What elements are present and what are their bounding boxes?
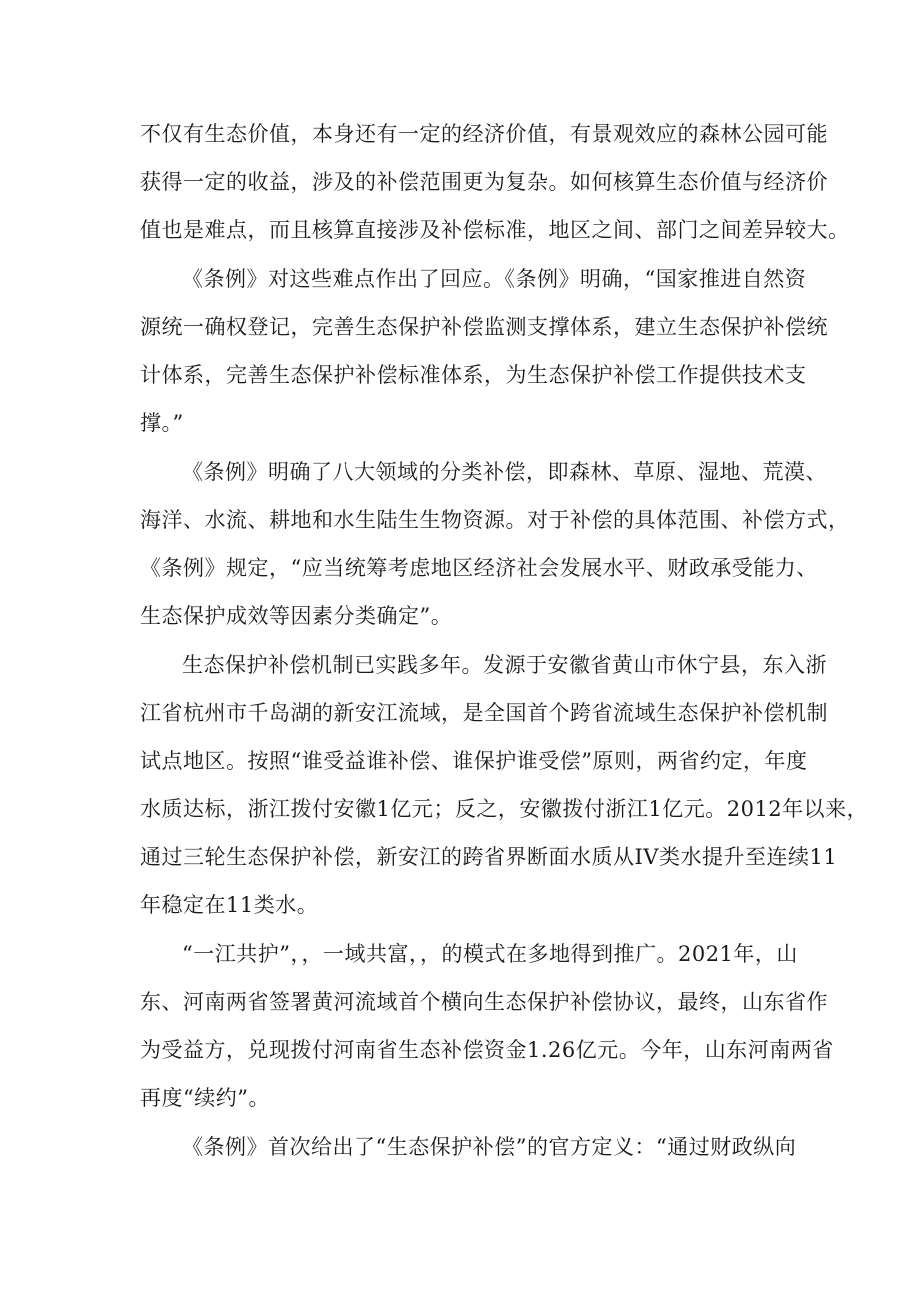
text-line: 江省杭州市千岛湖的新安江流域，是全国首个跨省流域生态保护补偿机制 <box>140 701 828 725</box>
text-line: 撑。” <box>140 411 184 435</box>
text-line: 再度“续约”。 <box>140 1086 270 1110</box>
text-line: 计体系，完善生态保护补偿标准体系，为生态保护补偿工作提供技术支 <box>140 363 807 387</box>
text-line: 《条例》首次给出了“生态保护补偿”的官方定义：“通过财政纵向 <box>182 1135 797 1159</box>
text-line: 试点地区。按照“谁受益谁补偿、谁保护谁受偿”原则，两省约定，年度 <box>140 749 808 773</box>
text-line: 海洋、水流、耕地和水生陆生生物资源。对于补偿的具体范围、补偿方式， <box>140 508 850 532</box>
text-line: 为受益方，兑现拨付河南省生态补偿资金1.26亿元。今年，山东河南两省 <box>140 1038 834 1062</box>
text-line: 生态保护补偿机制已实践多年。发源于安徽省黄山市休宁县，东入浙 <box>182 653 827 677</box>
text-line: 源统一确权登记，完善生态保护补偿监测支撑体系，建立生态保护补偿统 <box>140 315 828 339</box>
text-line: “一江共护”，，一域共富，，的模式在多地得到推广。2021年，山 <box>182 942 798 966</box>
text-line: 通过三轮生态保护补偿，新安江的跨省界断面水质从IV类水提升至连续11 <box>140 845 838 869</box>
text-line: 《条例》对这些难点作出了回应。《条例》明确，“国家推进自然资 <box>182 267 807 291</box>
text-line: 水质达标，浙江拨付安徽1亿元；反之，安徽拨付浙江1亿元。2012年以来， <box>140 797 869 821</box>
text-line: 东、河南两省签署黄河流域首个横向生态保护补偿协议，最终，山东省作 <box>140 990 828 1014</box>
text-line: 值也是难点，而且核算直接涉及补偿标准，地区之间、部门之间差异较大。 <box>140 218 850 242</box>
text-line: 《条例》规定，“应当统筹考虑地区经济社会发展水平、财政承受能力、 <box>140 556 818 580</box>
text-line: 生态保护成效等因素分类确定”。 <box>140 604 453 628</box>
text-line: 获得一定的收益，涉及的补偿范围更为复杂。如何核算生态价值与经济价 <box>140 170 828 194</box>
text-line: 不仅有生态价值，本身还有一定的经济价值，有景观效应的森林公园可能 <box>140 122 828 146</box>
text-line: 《条例》明确了八大领域的分类补偿，即森林、草原、湿地、荒漠、 <box>182 460 827 484</box>
text-line: 年稳定在11类水。 <box>140 893 319 917</box>
